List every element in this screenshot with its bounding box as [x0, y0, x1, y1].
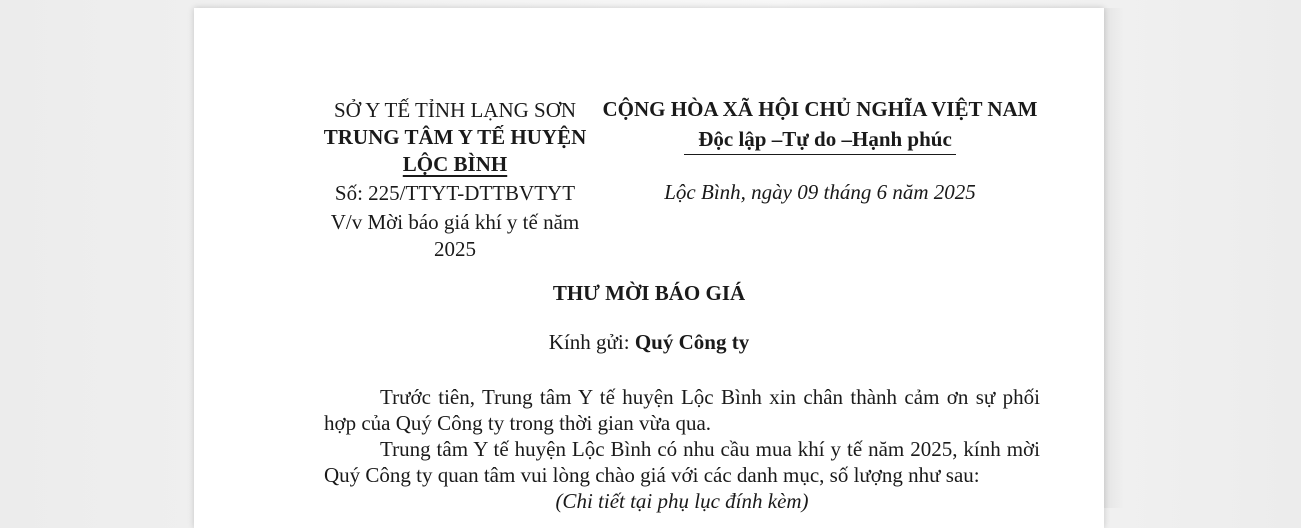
body-paragraph-2: Trung tâm Y tế huyện Lộc Bình có nhu cầu mua khí y tế năm 2025, kính mời Quý Công ty quan tâm vui lòng chào giá với các danh mục, số lượng như sau: — [324, 437, 1040, 487]
national-title: CỘNG HÒA XÃ HỘI CHỦ NGHĨA VIỆT NAM — [602, 97, 1038, 121]
document-title: THƯ MỜI BÁO GIÁ — [552, 281, 746, 305]
appendix-note: (Chi tiết tại phụ lục đính kèm) — [555, 489, 809, 513]
page-shadow — [1104, 8, 1124, 508]
greeting-prefix: Kính gửi: — [548, 330, 635, 354]
center-name-line2: LỘC BÌNH — [402, 152, 508, 176]
document-number: Số: 225/TTYT-DTTBVTYT — [334, 181, 576, 205]
greeting-recipient: Quý Công ty — [634, 330, 750, 354]
national-motto: Độc lập –Tự do –Hạnh phúc — [684, 126, 956, 155]
national-header-block — [600, 94, 1040, 207]
department-name: SỞ Y TẾ TỈNH LẠNG SƠN — [333, 98, 577, 122]
body-paragraph-1: Trước tiên, Trung tâm Y tế huyện Lộc Bình xin chân thành cảm ơn sự phối hợp của Quý Công ty trong thời gian vừa qua. — [324, 385, 1040, 435]
issuer-block — [310, 97, 600, 263]
subject-line1: V/v Mời báo giá khí y tế năm — [330, 210, 580, 234]
greeting-line — [194, 330, 1104, 355]
place-date: Lộc Bình, ngày 09 tháng 6 năm 2025 — [664, 180, 976, 204]
letter-body — [324, 384, 1040, 514]
subject-line2: 2025 — [434, 237, 476, 261]
center-name-line1: TRUNG TÂM Y TẾ HUYỆN — [323, 125, 587, 149]
